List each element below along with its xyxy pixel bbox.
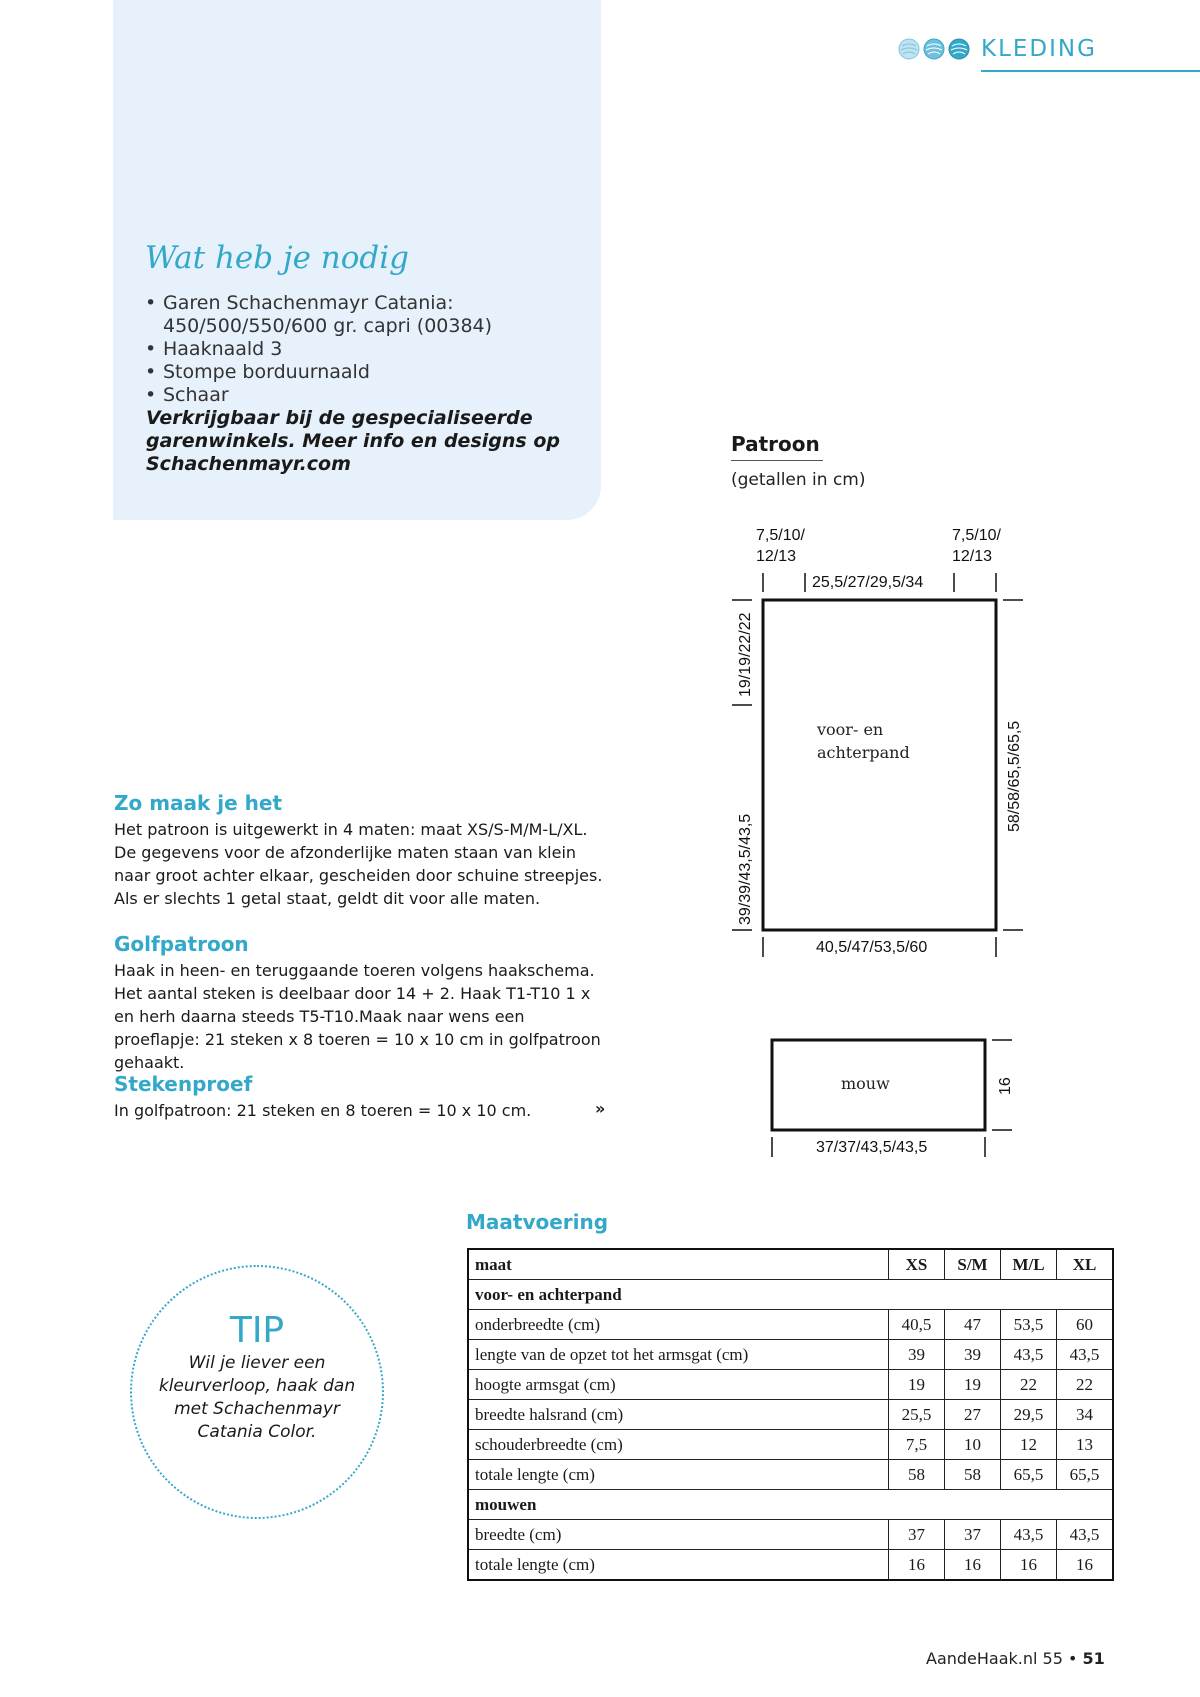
gauge-text: In golfpatroon: 21 steken en 8 toeren = 10 x 10 cm. [114,1101,532,1120]
table-cell: totale lengte (cm) [468,1550,889,1581]
footer-site: AandeHaak.nl 55 [926,1649,1063,1668]
table-cell: 22 [1001,1370,1057,1400]
table-header-cell: maat [468,1249,889,1280]
tip-title: TIP [229,1310,285,1351]
total-length-label: 58/58/65,5/65,5 [1006,720,1023,832]
table-cell: 43,5 [1057,1340,1114,1370]
table-cell: 39 [945,1340,1001,1370]
tip-text: Wil je liever een kleurverloop, haak dan met Schachenmayr Catania Color. [158,1353,356,1442]
pattern-title: Patroon [731,432,820,456]
how-to-text: Het patroon is uitgewerkt in 4 maten: maat XS/S-M/M-L/XL. De gegevens voor de afzonderlijke maten staan van klein naar groot achter elkaar, gescheiden door schuine streepjes. Als er slechts 1 getal staat, geldt dit voor alle maten. [114,820,603,908]
schematic-diagram [720,525,1040,1175]
table-cell: onderbreedte (cm) [468,1310,889,1340]
table-cell: 29,5 [1001,1400,1057,1430]
section-title: KLEDING [981,36,1097,62]
shoulder-right-label-2: 12/13 [952,548,993,565]
neck-width-label: 25,5/27/29,5/34 [812,574,924,591]
table-header-cell: M/L [1001,1249,1057,1280]
body-panel-label-1: voor- en [817,720,884,739]
sleeve-width-label: 37/37/43,5/43,5 [816,1139,928,1156]
materials-item: • Stompe borduurnaald [145,361,492,384]
table-row [468,1430,1113,1460]
table-cell: 7,5 [889,1430,945,1460]
table-row [468,1550,1113,1581]
armhole-height-label: 19/19/22/22 [737,612,754,697]
body-panel-outline [763,600,996,930]
table-cell: 43,5 [1001,1340,1057,1370]
table-cell: 12 [1001,1430,1057,1460]
table-cell: 13 [1057,1430,1114,1460]
footer-bullet: • [1068,1649,1078,1668]
length-to-armhole-label: 39/39/43,5/43,5 [737,813,754,925]
table-section-label: voor- en achterpand [468,1280,1113,1310]
materials-item: • Haaknaald 3 [145,338,492,361]
table-cell: 40,5 [889,1310,945,1340]
table-row [468,1400,1113,1430]
table-cell: lengte van de opzet tot het armsgat (cm) [468,1340,889,1370]
table-cell: 25,5 [889,1400,945,1430]
page-footer [926,1649,1105,1668]
table-cell: 43,5 [1057,1520,1114,1550]
size-table-title: Maatvoering [466,1210,609,1234]
table-cell: 47 [945,1310,1001,1340]
table-cell: 58 [945,1460,1001,1490]
table-row [468,1520,1113,1550]
table-cell: 65,5 [1057,1460,1114,1490]
gauge-heading: Stekenproef [114,1072,253,1096]
table-cell: 19 [889,1370,945,1400]
table-row [468,1340,1113,1370]
materials-list [145,292,492,407]
shoulder-right-label-1: 7,5/10/ [952,527,1001,544]
table-row [468,1460,1113,1490]
table-header-cell: S/M [945,1249,1001,1280]
table-cell: 39 [889,1340,945,1370]
table-cell: 22 [1057,1370,1114,1400]
table-cell: breedte halsrand (cm) [468,1400,889,1430]
sleeve-label: mouw [841,1074,890,1093]
yarn-balls-logo [898,38,972,64]
table-header-row [468,1249,1113,1280]
table-cell: 34 [1057,1400,1114,1430]
table-cell: 43,5 [1001,1520,1057,1550]
table-cell: 16 [1057,1550,1114,1581]
header-rule [981,70,1200,72]
materials-item-continuation: 450/500/550/600 gr. capri (00384) [163,315,493,337]
pattern-subtitle: (getallen in cm) [731,470,866,490]
materials-item: • Garen Schachenmayr Catania: 450/500/550/600 gr. capri (00384) [145,292,492,338]
body-width-label: 40,5/47/53,5/60 [816,939,928,956]
table-cell: breedte (cm) [468,1520,889,1550]
availability-note: Verkrijgbaar bij de gespecialiseerde garenwinkels. Meer info en designs op Schachenmayr.com [146,407,560,475]
continue-arrow-icon: » [595,1099,606,1118]
shoulder-left-label-1: 7,5/10/ [756,527,805,544]
table-section-row [468,1280,1113,1310]
table-cell: 65,5 [1001,1460,1057,1490]
pattern-title-rule [731,460,823,461]
table-cell: 27 [945,1400,1001,1430]
table-row [468,1310,1113,1340]
table-cell: 16 [945,1550,1001,1581]
table-row [468,1370,1113,1400]
how-to-heading: Zo maak je het [114,791,283,815]
table-cell: 60 [1057,1310,1114,1340]
table-header-cell: XL [1057,1249,1114,1280]
table-cell: 10 [945,1430,1001,1460]
table-cell: 16 [889,1550,945,1581]
shoulder-left-label-2: 12/13 [756,548,797,565]
table-cell: 16 [1001,1550,1057,1581]
wave-pattern-heading: Golfpatroon [114,932,249,956]
size-table [467,1248,1114,1581]
table-cell: schouderbreedte (cm) [468,1430,889,1460]
table-cell: hoogte armsgat (cm) [468,1370,889,1400]
table-cell: 53,5 [1001,1310,1057,1340]
page-number: 51 [1082,1649,1105,1668]
sleeve-length-label: 16 [997,1077,1014,1095]
table-cell: totale lengte (cm) [468,1460,889,1490]
table-section-label: mouwen [468,1490,1113,1520]
table-header-cell: XS [889,1249,945,1280]
table-cell: 37 [889,1520,945,1550]
body-panel-label-2: achterpand [817,743,910,762]
wave-pattern-text: Haak in heen- en teruggaande toeren volgens haakschema. Het aantal steken is deelbaar door 14 + 2. Haak T1-T10 1 x en herh daarna steeds T5-T10.Maak naar wens een proeflapje: 21 steken x 8 toeren = 10 x 10 cm in golfpatroon gehaakt. [114,961,601,1072]
materials-title: Wat heb je nodig [145,240,410,276]
table-cell: 58 [889,1460,945,1490]
table-cell: 37 [945,1520,1001,1550]
materials-item: • Schaar [145,384,492,407]
table-section-row [468,1490,1113,1520]
table-cell: 19 [945,1370,1001,1400]
